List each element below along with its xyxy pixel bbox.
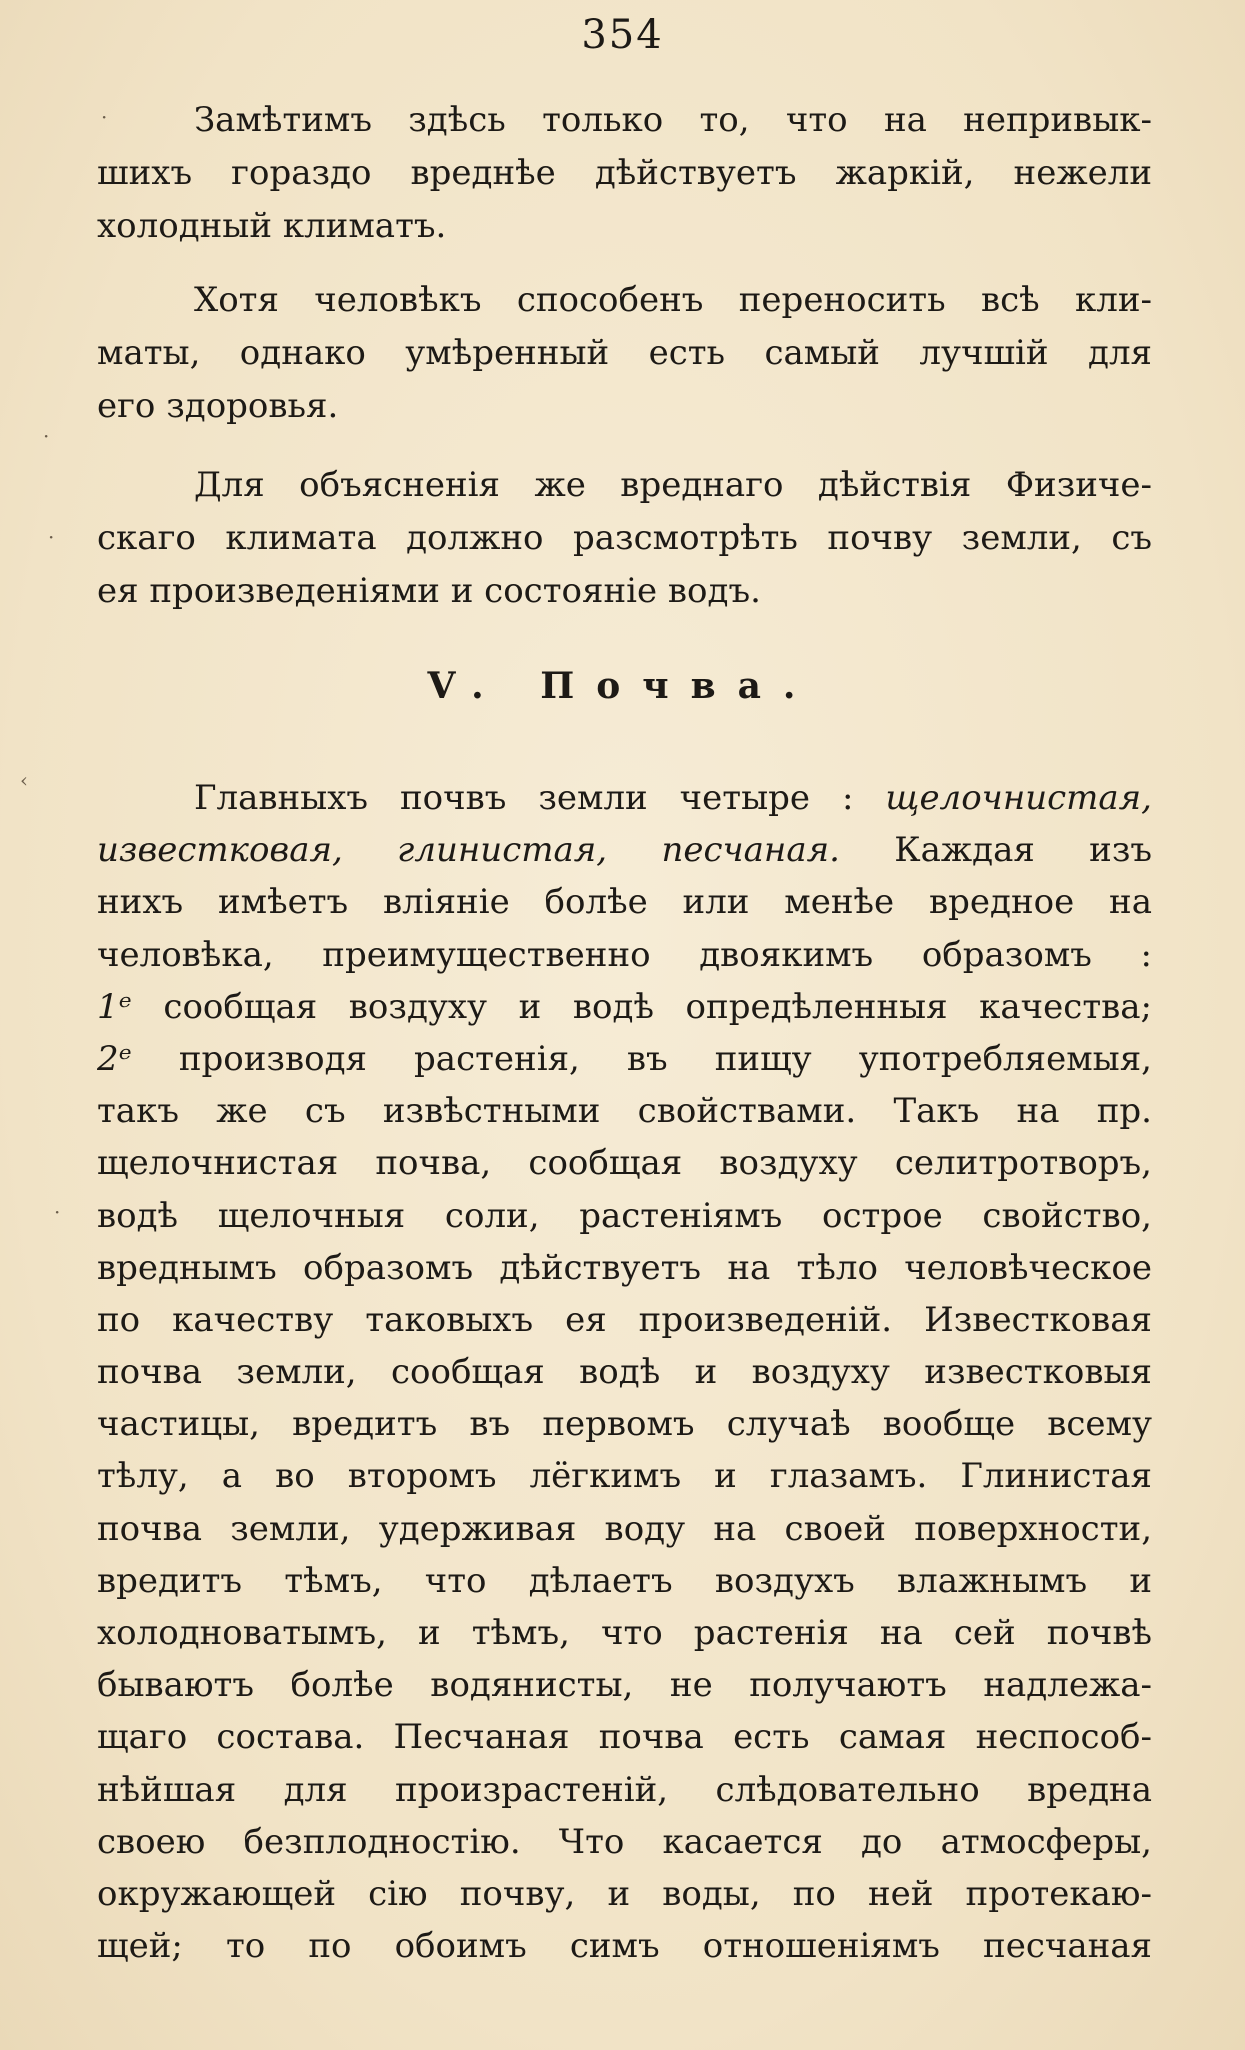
- italic-term: известковая,: [97, 830, 343, 871]
- text-line: вреднымъ образомъ дѣйствуетъ на тѣло человѣческое: [97, 1247, 1152, 1288]
- text-line: скаго климата должно разсмотрѣть почву земли, съ: [97, 518, 1152, 558]
- paragraph-2: [97, 274, 1152, 433]
- text-line: почва земли, сообщая водѣ и воздуху известковыя: [97, 1352, 1152, 1393]
- page-number: 354: [581, 12, 664, 58]
- text-line: холодный климатъ.: [97, 206, 447, 246]
- text-line: шихъ гораздо вреднѣе дѣйствуетъ жаркій, нежели: [97, 153, 1152, 193]
- text-line: тѣлу, а во второмъ лёгкимъ и глазамъ. Глинистая: [97, 1456, 1152, 1497]
- text-line: бываютъ болѣе водянисты, не получаютъ надлежа-: [97, 1665, 1152, 1706]
- text-line: почва земли, удерживая воду на своей поверхности,: [97, 1508, 1152, 1549]
- margin-dot: ·: [54, 1200, 61, 1224]
- paragraph-3: [97, 459, 1152, 618]
- text-line: по качеству таковыхъ ея произведеній. Известковая: [97, 1299, 1152, 1340]
- text-line: [97, 772, 1152, 824]
- text-line: нихъ имѣетъ вліяніе болѣе или менѣе вредное на: [97, 882, 1152, 923]
- text-line: ея произведеніями и состояніе водъ.: [97, 571, 761, 611]
- text-line: вредитъ тѣмъ, что дѣлаетъ воздухъ влажнымъ и: [97, 1560, 1152, 1601]
- text-segment: Каждая изъ: [894, 830, 1152, 871]
- paragraph-1: [97, 94, 1152, 253]
- italic-term: глинистая,: [397, 830, 608, 871]
- text-line: водѣ щелочныя соли, растеніямъ острое свойство,: [97, 1195, 1152, 1236]
- enumeration-number: 2ᵉ: [97, 1038, 132, 1079]
- paragraph-main: [97, 772, 1152, 1972]
- text-line: маты, однако умѣренный есть самый лучшій для: [97, 333, 1152, 373]
- text-line: щей; то по обоимъ симъ отношеніямъ песчаная: [97, 1926, 1152, 1967]
- section-heading: V. Почва.: [427, 665, 818, 707]
- text-line: [97, 824, 1152, 876]
- text-line: [97, 1033, 1152, 1085]
- text-line: Хотя человѣкъ способенъ переносить всѣ кли-: [194, 280, 1152, 320]
- margin-dot: ‹: [20, 768, 28, 792]
- text-line: частицы, вредитъ въ первомъ случаѣ вообще всему: [97, 1404, 1152, 1445]
- margin-dot: ·: [48, 525, 55, 549]
- text-line: щаго состава. Песчаная почва есть самая неспособ-: [97, 1717, 1152, 1758]
- text-line: [97, 981, 1152, 1033]
- text-segment: производя растенія, въ пищу употребляемыя,: [178, 1038, 1152, 1079]
- text-line: холодноватымъ, и тѣмъ, что растенія на сей почвѣ: [97, 1613, 1152, 1653]
- text-line: Для объясненія же вреднаго дѣйствія Физиче-: [194, 465, 1152, 505]
- italic-term: песчаная.: [661, 830, 840, 871]
- text-line: его здоровья.: [97, 386, 339, 426]
- margin-dot: ·: [101, 105, 108, 129]
- text-line: такъ же съ извѣстными свойствами. Такъ на пр.: [97, 1091, 1152, 1132]
- italic-term: щелочнистая,: [885, 778, 1152, 818]
- text-segment: сообщая воздуху и водѣ опредѣленныя качества;: [163, 986, 1152, 1027]
- text-line: Замѣтимъ здѣсь только то, что на непривык-: [194, 100, 1152, 140]
- text-line: щелочнистая почва, сообщая воздуху селитротворъ,: [97, 1143, 1152, 1184]
- enumeration-number: 1ᵉ: [97, 986, 132, 1027]
- text-line: человѣка, преимущественно двоякимъ образомъ :: [97, 934, 1152, 975]
- text-line: своею безплодностію. Что касается до атмосферы,: [97, 1821, 1152, 1862]
- text-line: окружающей сію почву, и воды, по ней протекаю-: [97, 1873, 1152, 1914]
- text-segment: Главныхъ почвъ земли четыре :: [194, 778, 854, 818]
- text-line: нѣйшая для произрастеній, слѣдовательно вредна: [97, 1769, 1152, 1810]
- margin-dot: ·: [43, 424, 50, 448]
